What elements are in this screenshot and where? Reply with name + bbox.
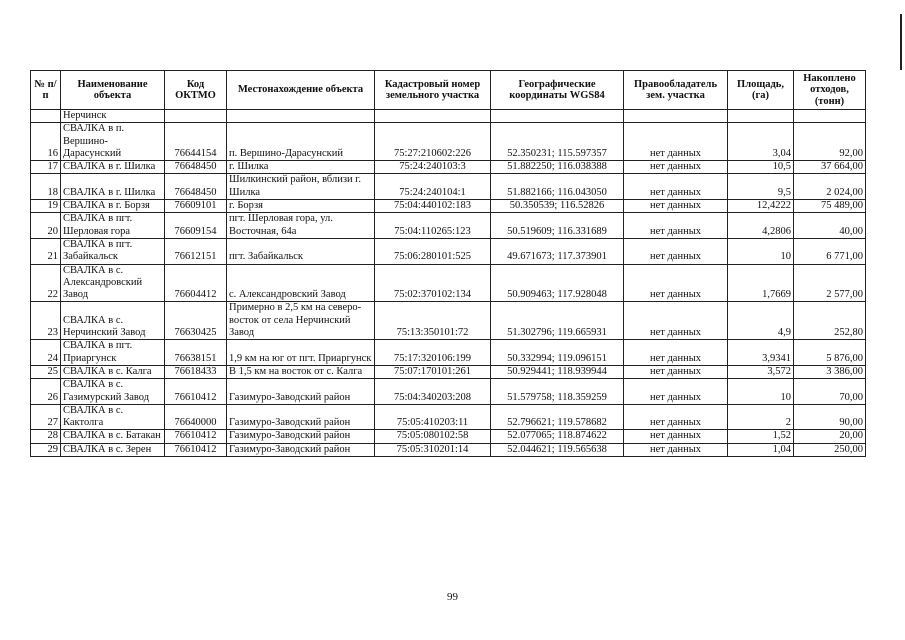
cell-owner: нет данных — [624, 340, 728, 366]
table-body — [31, 110, 866, 457]
cell-num: 29 — [31, 443, 61, 456]
cell-location: В 1,5 км на восток от с. Калга — [227, 365, 375, 378]
cell-waste: 3 386,00 — [794, 365, 866, 378]
cell-name: СВАЛКА в пгт. Шерловая гора — [61, 213, 165, 239]
cell-owner: нет данных — [624, 161, 728, 174]
cell-num — [31, 110, 61, 123]
cell-cadastral: 75:04:110265:123 — [375, 213, 491, 239]
cell-num: 19 — [31, 200, 61, 213]
cell-code: 76648450 — [165, 174, 227, 200]
cell-waste: 40,00 — [794, 213, 866, 239]
cell-code: 76648450 — [165, 161, 227, 174]
cell-name: СВАЛКА в с. Александровский Завод — [61, 264, 165, 302]
cell-owner: нет данных — [624, 443, 728, 456]
cell-coords: 52.044621; 119.565638 — [491, 443, 624, 456]
table-row — [31, 174, 866, 200]
cell-location: Газимуро-Заводский район — [227, 443, 375, 456]
cell-num: 26 — [31, 379, 61, 405]
cell-cadastral: 75:13:350101:72 — [375, 302, 491, 340]
cell-area: 10 — [728, 379, 794, 405]
header-area: Площадь, (га) — [728, 71, 794, 110]
cell-cadastral: 75:24:240103:3 — [375, 161, 491, 174]
cell-coords: 50.332994; 119.096151 — [491, 340, 624, 366]
cell-coords: 50.350539; 116.52826 — [491, 200, 624, 213]
cell-cadastral: 75:24:240104:1 — [375, 174, 491, 200]
table-row — [31, 123, 866, 161]
cell-owner: нет данных — [624, 174, 728, 200]
cell-owner: нет данных — [624, 264, 728, 302]
cell-waste: 70,00 — [794, 379, 866, 405]
cell-location: Газимуро-Заводский район — [227, 379, 375, 405]
cell-code: 76644154 — [165, 123, 227, 161]
cell-cadastral: 75:05:410203:11 — [375, 404, 491, 430]
cell-location — [227, 110, 375, 123]
cell-code: 76640000 — [165, 404, 227, 430]
cell-name: СВАЛКА в с. Батакан — [61, 430, 165, 443]
cell-cadastral: 75:02:370102:134 — [375, 264, 491, 302]
cell-location: с. Александровский Завод — [227, 264, 375, 302]
cell-owner: нет данных — [624, 379, 728, 405]
landfill-table — [30, 70, 866, 457]
cell-code: 76610412 — [165, 379, 227, 405]
header-code: Код ОКТМО — [165, 71, 227, 110]
table-row — [31, 365, 866, 378]
cell-num: 16 — [31, 123, 61, 161]
cell-owner: нет данных — [624, 238, 728, 264]
cell-code: 76610412 — [165, 430, 227, 443]
cell-name: СВАЛКА в г. Шилка — [61, 161, 165, 174]
cell-waste: 2 024,00 — [794, 174, 866, 200]
cell-name: СВАЛКА в пгт. Приаргунск — [61, 340, 165, 366]
cell-num: 25 — [31, 365, 61, 378]
cell-num: 17 — [31, 161, 61, 174]
cell-coords: 52.077065; 118.874622 — [491, 430, 624, 443]
cell-code: 76612151 — [165, 238, 227, 264]
cell-num: 24 — [31, 340, 61, 366]
cell-coords: 50.909463; 117.928048 — [491, 264, 624, 302]
cell-coords: 51.579758; 118.359259 — [491, 379, 624, 405]
cell-num: 23 — [31, 302, 61, 340]
cell-coords — [491, 110, 624, 123]
header-num: № п/п — [31, 71, 61, 110]
cell-name: СВАЛКА в с. Кактолга — [61, 404, 165, 430]
header-owner: Правообладатель зем. участка — [624, 71, 728, 110]
cell-coords: 52.796621; 119.578682 — [491, 404, 624, 430]
cell-code: 76638151 — [165, 340, 227, 366]
table-row — [31, 213, 866, 239]
cell-cadastral: 75:05:080102:58 — [375, 430, 491, 443]
table-row — [31, 379, 866, 405]
cell-coords: 52.350231; 115.597357 — [491, 123, 624, 161]
cell-waste: 20,00 — [794, 430, 866, 443]
cell-cadastral: 75:27:210602:226 — [375, 123, 491, 161]
cell-coords: 49.671673; 117.373901 — [491, 238, 624, 264]
cell-cadastral: 75:04:340203:208 — [375, 379, 491, 405]
cell-code — [165, 110, 227, 123]
table-header-row — [31, 71, 866, 110]
cell-area: 3,9341 — [728, 340, 794, 366]
cell-area: 1,52 — [728, 430, 794, 443]
table-row — [31, 340, 866, 366]
cell-location: 1,9 км на юг от пгт. Приаргунск — [227, 340, 375, 366]
table-row — [31, 238, 866, 264]
cell-code: 76609101 — [165, 200, 227, 213]
cell-waste — [794, 110, 866, 123]
table-row — [31, 430, 866, 443]
table-row — [31, 161, 866, 174]
table-row — [31, 302, 866, 340]
cell-num: 18 — [31, 174, 61, 200]
page-edge-mark — [900, 14, 902, 70]
cell-owner: нет данных — [624, 365, 728, 378]
cell-area: 9,5 — [728, 174, 794, 200]
cell-cadastral: 75:17:320106:199 — [375, 340, 491, 366]
cell-name: СВАЛКА в пгт. Забайкальск — [61, 238, 165, 264]
header-coords: Географические координаты WGS84 — [491, 71, 624, 110]
cell-area: 3,572 — [728, 365, 794, 378]
cell-area: 2 — [728, 404, 794, 430]
cell-code: 76604412 — [165, 264, 227, 302]
cell-waste: 75 489,00 — [794, 200, 866, 213]
cell-name: СВАЛКА в г. Борзя — [61, 200, 165, 213]
cell-num: 27 — [31, 404, 61, 430]
table-row — [31, 404, 866, 430]
header-waste: Накоплено отходов, (тонн) — [794, 71, 866, 110]
cell-owner: нет данных — [624, 123, 728, 161]
cell-coords: 50.519609; 116.331689 — [491, 213, 624, 239]
cell-waste: 2 577,00 — [794, 264, 866, 302]
cell-coords: 51.882166; 116.043050 — [491, 174, 624, 200]
table-row — [31, 200, 866, 213]
cell-cadastral — [375, 110, 491, 123]
header-name: Наименование объекта — [61, 71, 165, 110]
cell-area: 4,9 — [728, 302, 794, 340]
cell-area: 10,5 — [728, 161, 794, 174]
cell-code: 76609154 — [165, 213, 227, 239]
cell-location: Газимуро-Заводский район — [227, 430, 375, 443]
cell-waste: 90,00 — [794, 404, 866, 430]
header-cadastral: Кадастровый номер земельного участка — [375, 71, 491, 110]
cell-area: 3,04 — [728, 123, 794, 161]
cell-coords: 51.882250; 116.038388 — [491, 161, 624, 174]
cell-location: пгт. Шерловая гора, ул. Восточная, 64а — [227, 213, 375, 239]
table-row — [31, 110, 866, 123]
cell-cadastral: 75:04:440102:183 — [375, 200, 491, 213]
cell-code: 76630425 — [165, 302, 227, 340]
page-number: 99 — [447, 591, 458, 603]
cell-owner: нет данных — [624, 200, 728, 213]
cell-num: 22 — [31, 264, 61, 302]
cell-name: СВАЛКА в с. Зерен — [61, 443, 165, 456]
cell-owner: нет данных — [624, 430, 728, 443]
cell-name: СВАЛКА в п. Вершино-Дарасунский — [61, 123, 165, 161]
cell-name: СВАЛКА в с. Газимурский Завод — [61, 379, 165, 405]
cell-waste: 92,00 — [794, 123, 866, 161]
table-row — [31, 443, 866, 456]
cell-location: п. Вершино-Дарасунский — [227, 123, 375, 161]
cell-location: Примерно в 2,5 км на северо-восток от села Нерчинский Завод — [227, 302, 375, 340]
cell-coords: 50.929441; 118.939944 — [491, 365, 624, 378]
cell-area — [728, 110, 794, 123]
cell-num: 28 — [31, 430, 61, 443]
cell-cadastral: 75:06:280101:525 — [375, 238, 491, 264]
cell-waste: 252,80 — [794, 302, 866, 340]
cell-name: СВАЛКА в с. Нерчинский Завод — [61, 302, 165, 340]
cell-code: 76618433 — [165, 365, 227, 378]
cell-code: 76610412 — [165, 443, 227, 456]
cell-area: 4,2806 — [728, 213, 794, 239]
cell-owner: нет данных — [624, 302, 728, 340]
cell-owner: нет данных — [624, 213, 728, 239]
cell-location: Шилкинский район, вблизи г. Шилка — [227, 174, 375, 200]
cell-location: г. Борзя — [227, 200, 375, 213]
cell-waste: 37 664,00 — [794, 161, 866, 174]
cell-waste: 6 771,00 — [794, 238, 866, 264]
cell-area: 12,4222 — [728, 200, 794, 213]
cell-name: Нерчинск — [61, 110, 165, 123]
cell-cadastral: 75:05:310201:14 — [375, 443, 491, 456]
header-location: Местонахождение объекта — [227, 71, 375, 110]
cell-coords: 51.302796; 119.665931 — [491, 302, 624, 340]
cell-num: 21 — [31, 238, 61, 264]
cell-num: 20 — [31, 213, 61, 239]
cell-location: пгт. Забайкальск — [227, 238, 375, 264]
table-row — [31, 264, 866, 302]
cell-owner: нет данных — [624, 404, 728, 430]
cell-waste: 250,00 — [794, 443, 866, 456]
cell-location: Газимуро-Заводский район — [227, 404, 375, 430]
cell-cadastral: 75:07:170101:261 — [375, 365, 491, 378]
cell-name: СВАЛКА в с. Калга — [61, 365, 165, 378]
cell-area: 1,7669 — [728, 264, 794, 302]
cell-owner — [624, 110, 728, 123]
cell-area: 10 — [728, 238, 794, 264]
cell-waste: 5 876,00 — [794, 340, 866, 366]
cell-area: 1,04 — [728, 443, 794, 456]
cell-name: СВАЛКА в г. Шилка — [61, 174, 165, 200]
cell-location: г. Шилка — [227, 161, 375, 174]
